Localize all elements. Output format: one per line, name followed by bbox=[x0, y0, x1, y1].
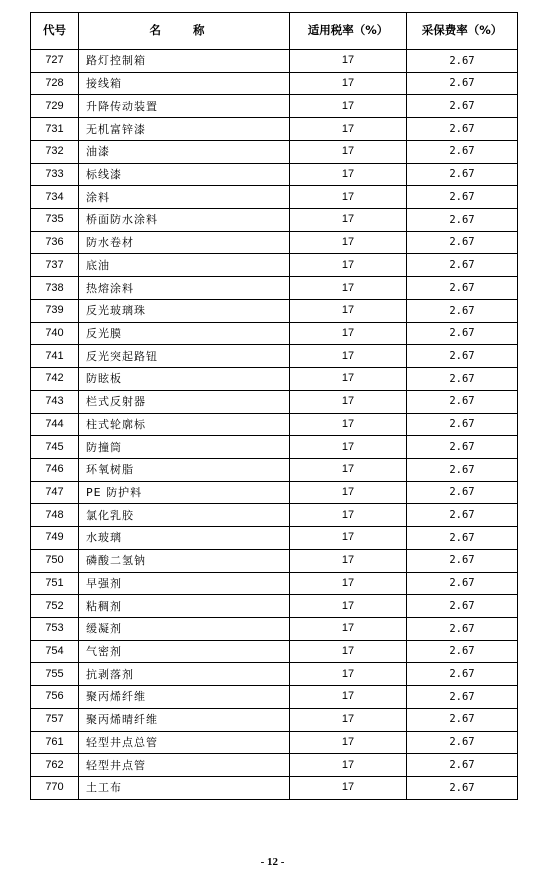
name-cell: 轻型井点管 bbox=[79, 754, 290, 777]
fee-rate-cell: 2.67 bbox=[407, 458, 518, 481]
name-cell: 反光突起路钮 bbox=[79, 345, 290, 368]
fee-rate-cell: 2.67 bbox=[407, 572, 518, 595]
table-row bbox=[31, 481, 518, 504]
tax-rate-cell: 17 bbox=[290, 504, 407, 527]
fee-rate-cell: 2.67 bbox=[407, 640, 518, 663]
name-cell: 柱式轮廓标 bbox=[79, 413, 290, 436]
tax-rate-cell: 17 bbox=[290, 322, 407, 345]
tax-rate-cell: 17 bbox=[290, 118, 407, 141]
table-row bbox=[31, 368, 518, 391]
table-row bbox=[31, 777, 518, 800]
table-row bbox=[31, 50, 518, 73]
fee-rate-cell: 2.67 bbox=[407, 50, 518, 73]
code-cell: 741 bbox=[31, 345, 79, 368]
tax-rate-cell: 17 bbox=[290, 754, 407, 777]
table-row bbox=[31, 708, 518, 731]
tax-rate-cell: 17 bbox=[290, 595, 407, 618]
name-cell: 路灯控制箱 bbox=[79, 50, 290, 73]
fee-rate-cell: 2.67 bbox=[407, 254, 518, 277]
table-row bbox=[31, 277, 518, 300]
table-row bbox=[31, 436, 518, 459]
fee-rate-cell: 2.67 bbox=[407, 663, 518, 686]
table-row bbox=[31, 345, 518, 368]
fee-rate-cell: 2.67 bbox=[407, 708, 518, 731]
tax-rate-cell: 17 bbox=[290, 436, 407, 459]
table-row bbox=[31, 186, 518, 209]
tax-rate-cell: 17 bbox=[290, 95, 407, 118]
code-cell: 739 bbox=[31, 299, 79, 322]
tax-rate-cell: 17 bbox=[290, 231, 407, 254]
tax-rate-cell: 17 bbox=[290, 686, 407, 709]
fee-rate-cell: 2.67 bbox=[407, 481, 518, 504]
fee-rate-cell: 2.67 bbox=[407, 163, 518, 186]
name-cell: 反光膜 bbox=[79, 322, 290, 345]
tax-rate-cell: 17 bbox=[290, 277, 407, 300]
fee-rate-cell: 2.67 bbox=[407, 209, 518, 232]
code-cell: 740 bbox=[31, 322, 79, 345]
fee-rate-cell: 2.67 bbox=[407, 527, 518, 550]
code-cell: 727 bbox=[31, 50, 79, 73]
name-cell: 气密剂 bbox=[79, 640, 290, 663]
name-cell: 轻型井点总管 bbox=[79, 731, 290, 754]
table-row bbox=[31, 640, 518, 663]
table-row bbox=[31, 413, 518, 436]
tax-rate-cell: 17 bbox=[290, 345, 407, 368]
header-code: 代号 bbox=[31, 13, 79, 50]
name-cell: 水玻璃 bbox=[79, 527, 290, 550]
fee-rate-cell: 2.67 bbox=[407, 186, 518, 209]
code-cell: 761 bbox=[31, 731, 79, 754]
code-cell: 731 bbox=[31, 118, 79, 141]
fee-rate-cell: 2.67 bbox=[407, 322, 518, 345]
name-cell: 防眩板 bbox=[79, 368, 290, 391]
table-row bbox=[31, 231, 518, 254]
header-name-label: 名 称 bbox=[149, 23, 219, 38]
name-cell: 反光玻璃珠 bbox=[79, 299, 290, 322]
tax-rate-cell: 17 bbox=[290, 640, 407, 663]
table-row bbox=[31, 118, 518, 141]
table-body bbox=[31, 50, 518, 800]
fee-rate-cell: 2.67 bbox=[407, 731, 518, 754]
tax-rate-cell: 17 bbox=[290, 777, 407, 800]
tax-rate-cell: 17 bbox=[290, 527, 407, 550]
fee-rate-cell: 2.67 bbox=[407, 413, 518, 436]
table-row bbox=[31, 299, 518, 322]
table-row bbox=[31, 686, 518, 709]
fee-rate-cell: 2.67 bbox=[407, 72, 518, 95]
tax-rate-cell: 17 bbox=[290, 72, 407, 95]
name-cell: 防水卷材 bbox=[79, 231, 290, 254]
name-cell: 油漆 bbox=[79, 140, 290, 163]
table-row bbox=[31, 322, 518, 345]
fee-rate-cell: 2.67 bbox=[407, 95, 518, 118]
table-row bbox=[31, 209, 518, 232]
name-cell: 环氧树脂 bbox=[79, 458, 290, 481]
table-row bbox=[31, 458, 518, 481]
name-cell: 聚丙烯纤维 bbox=[79, 686, 290, 709]
tax-rate-cell: 17 bbox=[290, 390, 407, 413]
table-row bbox=[31, 595, 518, 618]
name-cell: 底油 bbox=[79, 254, 290, 277]
code-cell: 762 bbox=[31, 754, 79, 777]
code-cell: 743 bbox=[31, 390, 79, 413]
name-cell: 升降传动装置 bbox=[79, 95, 290, 118]
code-cell: 733 bbox=[31, 163, 79, 186]
name-cell: PE 防护料 bbox=[79, 481, 290, 504]
table-row bbox=[31, 754, 518, 777]
code-cell: 737 bbox=[31, 254, 79, 277]
code-cell: 735 bbox=[31, 209, 79, 232]
table-row bbox=[31, 140, 518, 163]
code-cell: 749 bbox=[31, 527, 79, 550]
code-cell: 753 bbox=[31, 617, 79, 640]
tax-rate-cell: 17 bbox=[290, 731, 407, 754]
tax-rate-cell: 17 bbox=[290, 368, 407, 391]
table-row bbox=[31, 731, 518, 754]
tax-rate-cell: 17 bbox=[290, 163, 407, 186]
table-row bbox=[31, 504, 518, 527]
name-cell: 抗剥落剂 bbox=[79, 663, 290, 686]
tax-rate-cell: 17 bbox=[290, 458, 407, 481]
name-cell: 接线箱 bbox=[79, 72, 290, 95]
name-cell: 标线漆 bbox=[79, 163, 290, 186]
code-cell: 745 bbox=[31, 436, 79, 459]
fee-rate-cell: 2.67 bbox=[407, 595, 518, 618]
code-cell: 734 bbox=[31, 186, 79, 209]
tax-rate-cell: 17 bbox=[290, 140, 407, 163]
name-cell: 粘稠剂 bbox=[79, 595, 290, 618]
table-row bbox=[31, 663, 518, 686]
code-cell: 729 bbox=[31, 95, 79, 118]
fee-rate-cell: 2.67 bbox=[407, 299, 518, 322]
table-row bbox=[31, 549, 518, 572]
table-row bbox=[31, 572, 518, 595]
fee-rate-cell: 2.67 bbox=[407, 390, 518, 413]
fee-rate-cell: 2.67 bbox=[407, 549, 518, 572]
header-tax-rate: 适用税率（%） bbox=[290, 13, 407, 50]
name-cell: 聚丙烯晴纤维 bbox=[79, 708, 290, 731]
code-cell: 728 bbox=[31, 72, 79, 95]
table-row bbox=[31, 163, 518, 186]
table-row bbox=[31, 527, 518, 550]
code-cell: 750 bbox=[31, 549, 79, 572]
table-row bbox=[31, 617, 518, 640]
code-cell: 754 bbox=[31, 640, 79, 663]
name-cell: 缓凝剂 bbox=[79, 617, 290, 640]
code-cell: 752 bbox=[31, 595, 79, 618]
code-cell: 738 bbox=[31, 277, 79, 300]
tax-rate-cell: 17 bbox=[290, 708, 407, 731]
fee-rate-cell: 2.67 bbox=[407, 777, 518, 800]
name-cell: 磷酸二氢钠 bbox=[79, 549, 290, 572]
code-cell: 751 bbox=[31, 572, 79, 595]
name-cell: 防撞筒 bbox=[79, 436, 290, 459]
table-row bbox=[31, 390, 518, 413]
tax-rate-cell: 17 bbox=[290, 663, 407, 686]
code-cell: 756 bbox=[31, 686, 79, 709]
code-cell: 757 bbox=[31, 708, 79, 731]
fee-rate-cell: 2.67 bbox=[407, 345, 518, 368]
fee-rate-cell: 2.67 bbox=[407, 436, 518, 459]
fee-rate-cell: 2.67 bbox=[407, 686, 518, 709]
tax-rate-cell: 17 bbox=[290, 481, 407, 504]
name-cell: 热熔涂料 bbox=[79, 277, 290, 300]
tax-rate-cell: 17 bbox=[290, 617, 407, 640]
name-cell: 氯化乳胶 bbox=[79, 504, 290, 527]
tax-rate-cell: 17 bbox=[290, 50, 407, 73]
fee-rate-cell: 2.67 bbox=[407, 277, 518, 300]
tax-rate-cell: 17 bbox=[290, 549, 407, 572]
header-name bbox=[79, 13, 290, 50]
name-cell: 栏式反射器 bbox=[79, 390, 290, 413]
header-fee-rate: 采保费率（%） bbox=[407, 13, 518, 50]
rate-table bbox=[30, 12, 518, 800]
code-cell: 736 bbox=[31, 231, 79, 254]
tax-rate-cell: 17 bbox=[290, 413, 407, 436]
name-cell: 早强剂 bbox=[79, 572, 290, 595]
fee-rate-cell: 2.67 bbox=[407, 617, 518, 640]
tax-rate-cell: 17 bbox=[290, 299, 407, 322]
code-cell: 747 bbox=[31, 481, 79, 504]
name-cell: 土工布 bbox=[79, 777, 290, 800]
table-row bbox=[31, 95, 518, 118]
fee-rate-cell: 2.67 bbox=[407, 140, 518, 163]
code-cell: 748 bbox=[31, 504, 79, 527]
tax-rate-cell: 17 bbox=[290, 186, 407, 209]
code-cell: 742 bbox=[31, 368, 79, 391]
name-cell: 无机富锌漆 bbox=[79, 118, 290, 141]
tax-rate-cell: 17 bbox=[290, 572, 407, 595]
page-number: - 12 - bbox=[260, 856, 285, 868]
table-header-row bbox=[31, 13, 518, 50]
code-cell: 770 bbox=[31, 777, 79, 800]
table-row bbox=[31, 254, 518, 277]
fee-rate-cell: 2.67 bbox=[407, 368, 518, 391]
fee-rate-cell: 2.67 bbox=[407, 118, 518, 141]
name-cell: 涂料 bbox=[79, 186, 290, 209]
code-cell: 744 bbox=[31, 413, 79, 436]
name-cell: 桥面防水涂料 bbox=[79, 209, 290, 232]
tax-rate-cell: 17 bbox=[290, 254, 407, 277]
fee-rate-cell: 2.67 bbox=[407, 754, 518, 777]
table-row bbox=[31, 72, 518, 95]
code-cell: 755 bbox=[31, 663, 79, 686]
tax-rate-cell: 17 bbox=[290, 209, 407, 232]
fee-rate-cell: 2.67 bbox=[407, 231, 518, 254]
code-cell: 746 bbox=[31, 458, 79, 481]
fee-rate-cell: 2.67 bbox=[407, 504, 518, 527]
code-cell: 732 bbox=[31, 140, 79, 163]
